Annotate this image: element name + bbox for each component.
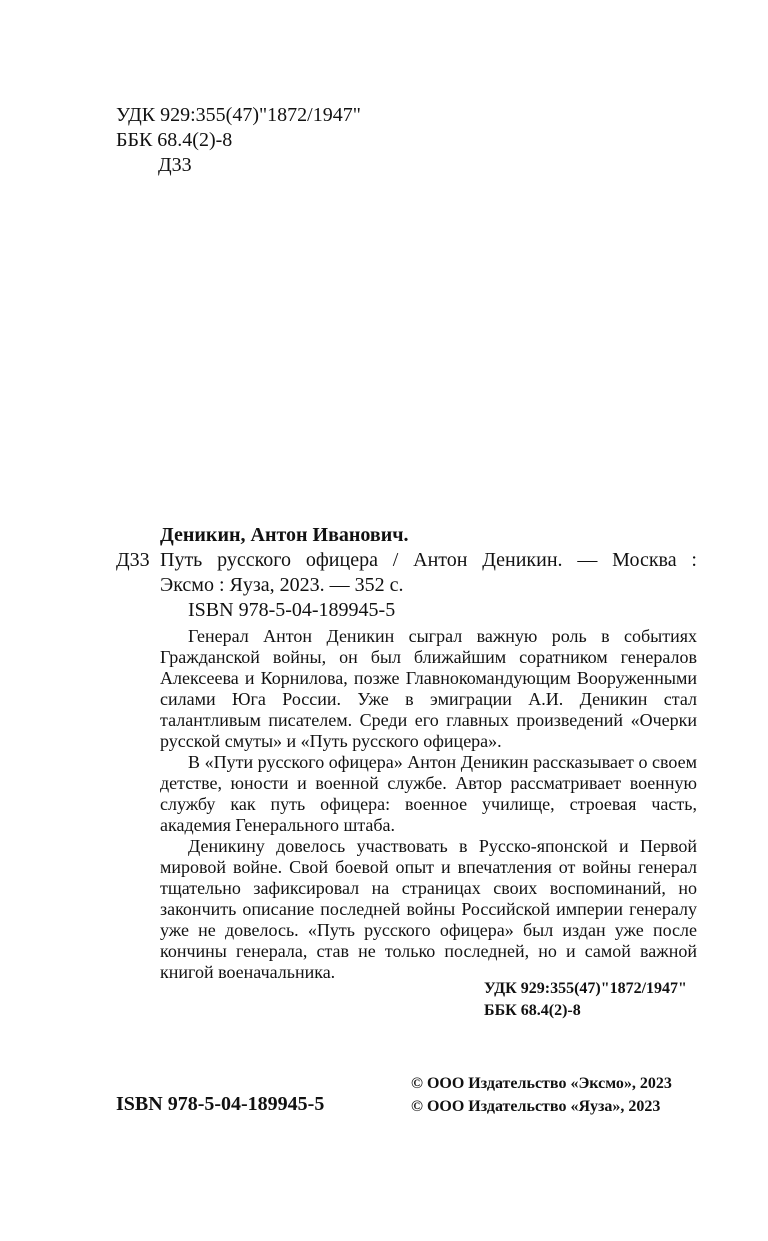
header-codes [116,103,361,178]
annotation-paragraph: В «Пути русского офицера» Антон Деникин рассказывает о своем детстве, юности и военной службе. Автор рассматривает военную службу как путь офицера: военное училище, строевая часть, академия Генерального штаба. [160,752,697,835]
footer-udk: УДК 929:355(47)"1872/1947" [484,980,687,997]
copyright-yauza: © ООО Издательство «Яуза», 2023 [411,1098,661,1115]
footer-codes [484,978,687,1022]
header-author-code: Д33 [158,154,192,176]
record-title-line2: Эксмо : Яуза, 2023. — 352 с. [160,574,404,596]
annotation-paragraph: Генерал Антон Деникин сыграл важную роль в событиях Гражданской войны, он был ближайшим соратником генералов Алексеева и Корнилова, позже Главнокомандующим Вооруженными силами Юга России. Уже в эмиграции А.И. Деникин стал талантливым писателем. Среди его главных произведений «Очерки русской смуты» и «Путь русского офицера». [160,626,697,751]
footer-isbn: ISBN 978-5-04-189945-5 [116,1093,325,1115]
record-description [160,548,697,623]
copyright-block [411,1072,672,1118]
header-udk: УДК 929:355(47)"1872/1947" [116,104,361,126]
annotation [160,626,697,983]
record-title-line1: Путь русского офицера / Антон Деникин. — Москва : [160,549,697,571]
footer-bbk: ББК 68.4(2)-8 [484,1002,581,1019]
annotation-paragraph: Деникину довелось участвовать в Русско-японской и Первой мировой войне. Свой боевой опыт и впечатления от войны генерал тщательно зафиксировал на страницах своих воспоминаний, но закончить описание последней войны Российской империи генералу уже не довелось. «Путь русского офицера» был издан уже после кончины генерала, став не только последней, но и самой важной книгой военачальника. [160,836,697,982]
record-author: Деникин, Антон Иванович. [160,524,409,546]
header-bbk: ББК 68.4(2)-8 [116,129,233,151]
copyright-eksmo: © ООО Издательство «Эксмо», 2023 [411,1075,672,1092]
record-author-code: Д33 [116,549,150,571]
record-isbn: ISBN 978-5-04-189945-5 [188,599,396,621]
